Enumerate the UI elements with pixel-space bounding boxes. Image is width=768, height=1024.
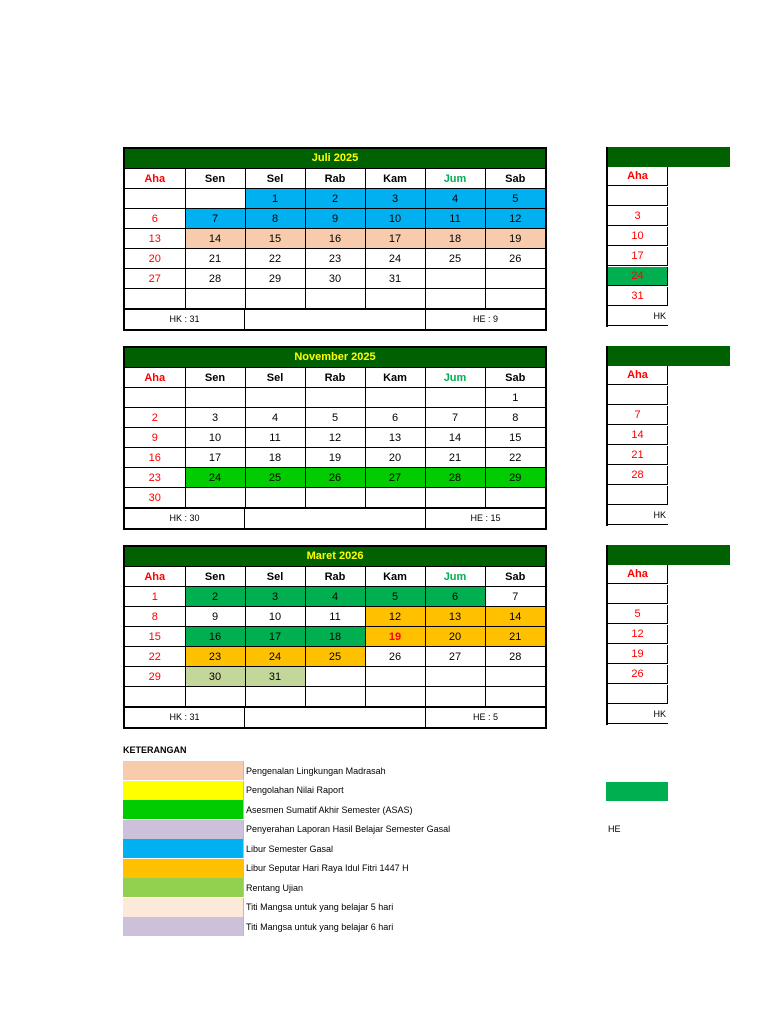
day-cell: 23 <box>305 249 365 269</box>
day-cell: 1 <box>125 587 185 607</box>
day-cell: 24 <box>365 249 425 269</box>
week-row <box>125 289 545 309</box>
day-cell: 10 <box>245 607 305 627</box>
day-cell <box>608 685 668 704</box>
he-count: HE : 15 <box>470 513 501 523</box>
legend-swatch <box>123 898 244 917</box>
day-cell: 3 <box>185 408 245 428</box>
day-cell <box>245 289 305 309</box>
calendar-grid <box>125 567 545 707</box>
day-cell: 17 <box>608 247 668 266</box>
day-cell: 7 <box>608 406 668 425</box>
day-cell: 29 <box>245 269 305 289</box>
legend-swatch <box>123 820 244 839</box>
day-cell: 8 <box>245 209 305 229</box>
day-cell: 4 <box>425 189 485 209</box>
week-row <box>125 448 545 468</box>
weekday-header: Aha <box>608 565 668 584</box>
week-row <box>125 468 545 488</box>
day-cell <box>185 488 245 508</box>
day-cell <box>125 289 185 309</box>
day-cell <box>365 388 425 408</box>
day-cell <box>185 687 245 707</box>
day-cell: 17 <box>245 627 305 647</box>
day-cell: 21 <box>185 249 245 269</box>
day-cell: 30 <box>125 488 185 508</box>
day-cell: 30 <box>305 269 365 289</box>
week-row <box>125 687 545 707</box>
day-cell <box>305 667 365 687</box>
day-cell <box>185 388 245 408</box>
weekday-header: Sen <box>185 567 245 587</box>
day-cell: 28 <box>425 468 485 488</box>
calendar-july-2025 <box>123 147 547 331</box>
day-cell: 28 <box>608 466 668 485</box>
day-cell: 3 <box>608 207 668 226</box>
weekday-header: Jum <box>425 368 485 388</box>
footer-spacer <box>245 310 426 329</box>
day-cell <box>185 289 245 309</box>
weekday-header: Sel <box>245 169 305 189</box>
day-cell <box>245 488 305 508</box>
he-count: HE : 5 <box>472 712 498 722</box>
side-calendar-1 <box>606 147 668 327</box>
legend-item <box>123 781 450 801</box>
day-cell: 5 <box>365 587 425 607</box>
legend-swatch <box>123 761 244 780</box>
weekday-header: Sen <box>185 368 245 388</box>
day-cell <box>425 388 485 408</box>
day-cell: 19 <box>485 229 545 249</box>
week-row <box>125 428 545 448</box>
day-cell: 12 <box>365 607 425 627</box>
day-cell: 12 <box>608 625 668 644</box>
week-row <box>125 189 545 209</box>
week-row <box>125 667 545 687</box>
week-row <box>125 269 545 289</box>
day-cell: 9 <box>125 428 185 448</box>
legend-item <box>123 917 450 937</box>
day-cell <box>485 667 545 687</box>
day-cell: 31 <box>245 667 305 687</box>
day-cell <box>365 667 425 687</box>
day-cell: 19 <box>305 448 365 468</box>
weekday-header: Aha <box>125 169 185 189</box>
day-cell: 10 <box>185 428 245 448</box>
day-cell: 12 <box>305 428 365 448</box>
day-cell: 2 <box>125 408 185 428</box>
day-cell: 5 <box>305 408 365 428</box>
day-cell: 7 <box>185 209 245 229</box>
day-cell <box>125 388 185 408</box>
day-cell: 21 <box>485 627 545 647</box>
day-cell: 22 <box>485 448 545 468</box>
hk-count: HK <box>608 506 668 525</box>
day-cell <box>425 687 485 707</box>
day-cell: 11 <box>425 209 485 229</box>
day-cell: 8 <box>125 607 185 627</box>
day-cell: 17 <box>185 448 245 468</box>
day-cell <box>485 488 545 508</box>
weekday-header: Sab <box>485 567 545 587</box>
hk-count: HK : 31 <box>125 310 245 329</box>
day-cell: 27 <box>365 468 425 488</box>
day-cell: 11 <box>305 607 365 627</box>
legend-label: Pengolahan Nilai Raport <box>246 785 344 796</box>
weekday-header: Sen <box>185 169 245 189</box>
legend-item <box>123 820 450 840</box>
legend-item <box>123 859 450 879</box>
day-cell: 30 <box>185 667 245 687</box>
day-cell <box>305 488 365 508</box>
legend <box>123 761 450 937</box>
day-cell: 25 <box>305 647 365 667</box>
day-cell: 18 <box>305 627 365 647</box>
weekday-header: Rab <box>305 368 365 388</box>
day-cell: 26 <box>305 468 365 488</box>
day-cell <box>305 289 365 309</box>
day-cell: 14 <box>485 607 545 627</box>
day-cell: 23 <box>185 647 245 667</box>
footer-spacer <box>245 509 426 528</box>
calendar-footer <box>125 309 545 329</box>
day-cell: 11 <box>245 428 305 448</box>
hk-count: HK : 30 <box>125 509 245 528</box>
calendar-november-2025 <box>123 346 547 530</box>
day-cell: 23 <box>125 468 185 488</box>
day-cell: 14 <box>185 229 245 249</box>
day-cell <box>185 189 245 209</box>
day-cell: 13 <box>125 229 185 249</box>
week-row <box>125 587 545 607</box>
day-cell: 27 <box>125 269 185 289</box>
legend-title: KETERANGAN <box>123 745 187 755</box>
green-indicator <box>606 782 668 801</box>
day-cell <box>485 289 545 309</box>
day-cell: 3 <box>245 587 305 607</box>
day-cell: 13 <box>425 607 485 627</box>
weekday-header: Kam <box>365 567 425 587</box>
legend-label: Libur Seputar Hari Raya Idul Fitri 1447 H <box>246 863 409 874</box>
legend-item <box>123 761 450 781</box>
day-cell: 29 <box>485 468 545 488</box>
hk-count: HK <box>608 307 668 326</box>
day-cell: 9 <box>305 209 365 229</box>
day-cell <box>365 488 425 508</box>
day-cell: 15 <box>125 627 185 647</box>
weekday-header: Aha <box>125 368 185 388</box>
he-count: HE : 9 <box>472 314 498 324</box>
day-cell: 6 <box>125 209 185 229</box>
day-cell: 3 <box>365 189 425 209</box>
day-cell: 19 <box>365 627 425 647</box>
day-cell: 6 <box>425 587 485 607</box>
weekday-header: Aha <box>125 567 185 587</box>
weekday-header: Sel <box>245 567 305 587</box>
weekday-header: Aha <box>608 167 668 186</box>
day-cell: 12 <box>485 209 545 229</box>
day-cell: 24 <box>608 267 668 286</box>
legend-swatch <box>123 839 244 858</box>
week-row <box>125 408 545 428</box>
legend-swatch <box>123 878 244 897</box>
weekday-header: Jum <box>425 567 485 587</box>
weekday-header: Sel <box>245 368 305 388</box>
day-cell: 21 <box>425 448 485 468</box>
day-cell <box>305 388 365 408</box>
weekday-header-row <box>125 368 545 388</box>
weekday-header: Kam <box>365 368 425 388</box>
calendar-title: Juli 2025 <box>125 149 545 169</box>
week-row <box>125 229 545 249</box>
calendar-grid <box>125 169 545 309</box>
day-cell: 19 <box>608 645 668 664</box>
weekday-header: Rab <box>305 567 365 587</box>
day-cell <box>365 289 425 309</box>
day-cell <box>425 289 485 309</box>
legend-swatch <box>123 917 244 936</box>
day-cell <box>485 687 545 707</box>
day-cell: 27 <box>425 647 485 667</box>
day-cell: 26 <box>485 249 545 269</box>
hk-count: HK : 31 <box>125 708 245 727</box>
side-calendar-title-bar <box>608 147 730 167</box>
day-cell: 26 <box>608 665 668 684</box>
day-cell: 28 <box>485 647 545 667</box>
day-cell: 24 <box>185 468 245 488</box>
weekday-header: Aha <box>608 366 668 385</box>
legend-swatch <box>123 781 244 800</box>
legend-label: Pengenalan Lingkungan Madrasah <box>246 765 386 776</box>
footer-spacer <box>245 708 426 727</box>
legend-item <box>123 839 450 859</box>
week-row <box>125 388 545 408</box>
calendar-march-2026 <box>123 545 547 729</box>
he-label: HE <box>608 824 621 834</box>
day-cell: 10 <box>365 209 425 229</box>
legend-item <box>123 878 450 898</box>
day-cell: 14 <box>425 428 485 448</box>
day-cell: 2 <box>185 587 245 607</box>
day-cell: 7 <box>485 587 545 607</box>
day-cell: 9 <box>185 607 245 627</box>
day-cell <box>125 189 185 209</box>
day-cell: 18 <box>425 229 485 249</box>
day-cell <box>608 486 668 505</box>
day-cell: 4 <box>245 408 305 428</box>
day-cell: 14 <box>608 426 668 445</box>
day-cell: 28 <box>185 269 245 289</box>
weekday-header-row <box>125 169 545 189</box>
calendar-grid <box>125 368 545 508</box>
day-cell: 15 <box>245 229 305 249</box>
legend-swatch <box>123 859 244 878</box>
day-cell: 22 <box>245 249 305 269</box>
weekday-header: Sab <box>485 368 545 388</box>
day-cell: 29 <box>125 667 185 687</box>
day-cell <box>245 388 305 408</box>
day-cell: 20 <box>425 627 485 647</box>
legend-item <box>123 800 450 820</box>
day-cell <box>485 269 545 289</box>
day-cell: 13 <box>365 428 425 448</box>
day-cell: 8 <box>485 408 545 428</box>
side-calendar-title-bar <box>608 545 730 565</box>
day-cell <box>425 488 485 508</box>
day-cell: 31 <box>608 287 668 306</box>
day-cell: 21 <box>608 446 668 465</box>
week-row <box>125 249 545 269</box>
weekday-header: Jum <box>425 169 485 189</box>
day-cell <box>365 687 425 707</box>
week-row <box>125 209 545 229</box>
side-calendar-2 <box>606 346 668 526</box>
legend-item <box>123 898 450 918</box>
day-cell: 7 <box>425 408 485 428</box>
day-cell: 5 <box>608 605 668 624</box>
legend-label: Libur Semester Gasal <box>246 843 334 854</box>
legend-label: Penyerahan Laporan Hasil Belajar Semester Gasal <box>246 824 451 835</box>
day-cell: 10 <box>608 227 668 246</box>
day-cell <box>608 585 668 604</box>
week-row <box>125 607 545 627</box>
side-calendar-3 <box>606 545 668 725</box>
weekday-header: Kam <box>365 169 425 189</box>
legend-swatch <box>123 800 244 819</box>
day-cell: 16 <box>305 229 365 249</box>
calendar-title: November 2025 <box>125 348 545 368</box>
day-cell: 1 <box>245 189 305 209</box>
day-cell: 16 <box>185 627 245 647</box>
hk-count: HK <box>608 705 668 724</box>
legend-label: Titi Mangsa untuk yang belajar 6 hari <box>246 921 394 932</box>
legend-label: Rentang Ujian <box>246 882 304 893</box>
day-cell <box>305 687 365 707</box>
weekday-header-row <box>125 567 545 587</box>
day-cell: 15 <box>485 428 545 448</box>
day-cell: 6 <box>365 408 425 428</box>
day-cell: 25 <box>425 249 485 269</box>
day-cell: 26 <box>365 647 425 667</box>
side-calendar-title-bar <box>608 346 730 366</box>
day-cell <box>608 386 668 405</box>
week-row <box>125 627 545 647</box>
day-cell: 24 <box>245 647 305 667</box>
day-cell: 22 <box>125 647 185 667</box>
week-row <box>125 488 545 508</box>
day-cell <box>425 269 485 289</box>
legend-label: Titi Mangsa untuk yang belajar 5 hari <box>246 902 394 913</box>
day-cell: 16 <box>125 448 185 468</box>
day-cell <box>125 687 185 707</box>
day-cell: 20 <box>125 249 185 269</box>
calendar-title: Maret 2026 <box>125 547 545 567</box>
day-cell: 2 <box>305 189 365 209</box>
day-cell <box>245 687 305 707</box>
calendar-footer <box>125 707 545 727</box>
day-cell: 18 <box>245 448 305 468</box>
day-cell <box>608 187 668 206</box>
day-cell: 17 <box>365 229 425 249</box>
day-cell: 25 <box>245 468 305 488</box>
day-cell: 20 <box>365 448 425 468</box>
day-cell: 31 <box>365 269 425 289</box>
day-cell: 5 <box>485 189 545 209</box>
legend-label: Asesmen Sumatif Akhir Semester (ASAS) <box>246 804 413 815</box>
day-cell <box>425 667 485 687</box>
weekday-header: Sab <box>485 169 545 189</box>
day-cell: 1 <box>485 388 545 408</box>
weekday-header: Rab <box>305 169 365 189</box>
calendar-footer <box>125 508 545 528</box>
day-cell: 4 <box>305 587 365 607</box>
week-row <box>125 647 545 667</box>
